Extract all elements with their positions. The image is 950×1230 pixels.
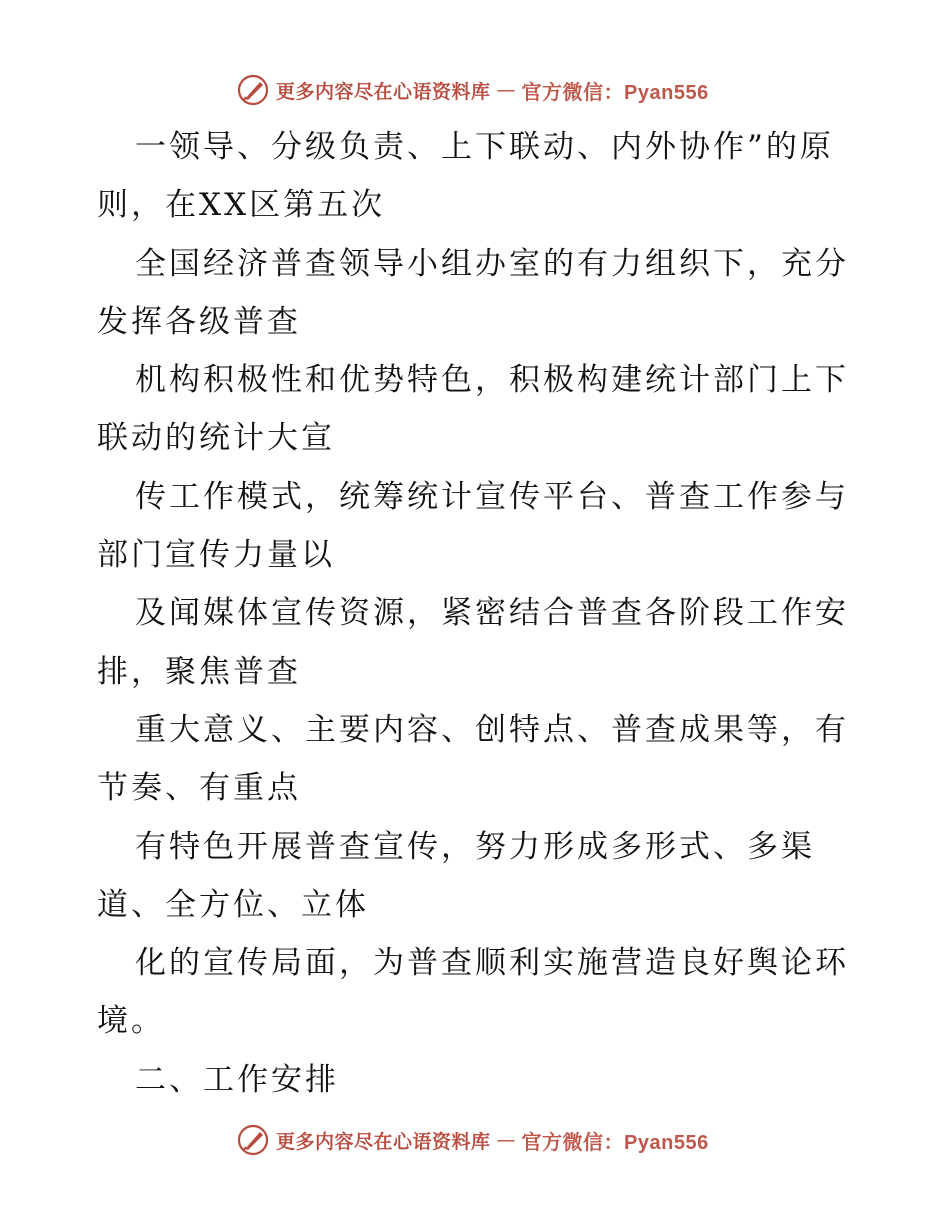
text-line: 联动的统计大宣 xyxy=(97,420,335,457)
banner-separator: — xyxy=(496,79,516,101)
header-banner xyxy=(236,72,709,108)
text-line: 有特色开展普查宣传，努力形成多形式、多渠 xyxy=(135,828,815,865)
text-line: 排，聚焦普查 xyxy=(97,653,301,690)
banner-text: 更多内容尽在心语资料库 xyxy=(276,80,491,103)
text-line: 则，在XX区第五次 xyxy=(97,187,386,224)
text-line: 传工作模式，统筹统计宣传平台、普查工作参与 xyxy=(135,478,849,515)
text-line: 全国经济普查领导小组办室的有力组织下，充分 xyxy=(135,245,849,282)
footer-banner xyxy=(236,1122,709,1158)
text-line: 机构积极性和优势特色，积极构建统计部门上下 xyxy=(135,362,849,399)
banner-separator: — xyxy=(496,1129,516,1151)
quill-logo-icon xyxy=(236,1123,270,1157)
text-line: 境。 xyxy=(97,1003,165,1040)
banner-contact: 官方微信：Pyan556 xyxy=(521,81,709,104)
text-line: 道、全方位、立体 xyxy=(97,886,369,923)
text-line: 一领导、分级负责、上下联动、内外协作”的原 xyxy=(135,129,834,165)
text-line: 重大意义、主要内容、创特点、普查成果等，有 xyxy=(135,711,849,748)
document-body xyxy=(97,118,857,1109)
text-line: 发挥各级普查 xyxy=(97,303,301,340)
banner-contact: 官方微信：Pyan556 xyxy=(521,1131,709,1154)
section-heading: 二、工作安排 xyxy=(135,1061,339,1098)
text-line: 节奏、有重点 xyxy=(97,770,301,807)
text-line: 化的宣传局面，为普查顺利实施营造良好舆论环 xyxy=(135,945,849,982)
quill-logo-icon xyxy=(236,73,270,107)
text-line: 及闻媒体宣传资源，紧密结合普查各阶段工作安 xyxy=(135,595,849,632)
banner-text: 更多内容尽在心语资料库 xyxy=(276,1130,491,1153)
text-line: 部门宣传力量以 xyxy=(97,537,335,574)
